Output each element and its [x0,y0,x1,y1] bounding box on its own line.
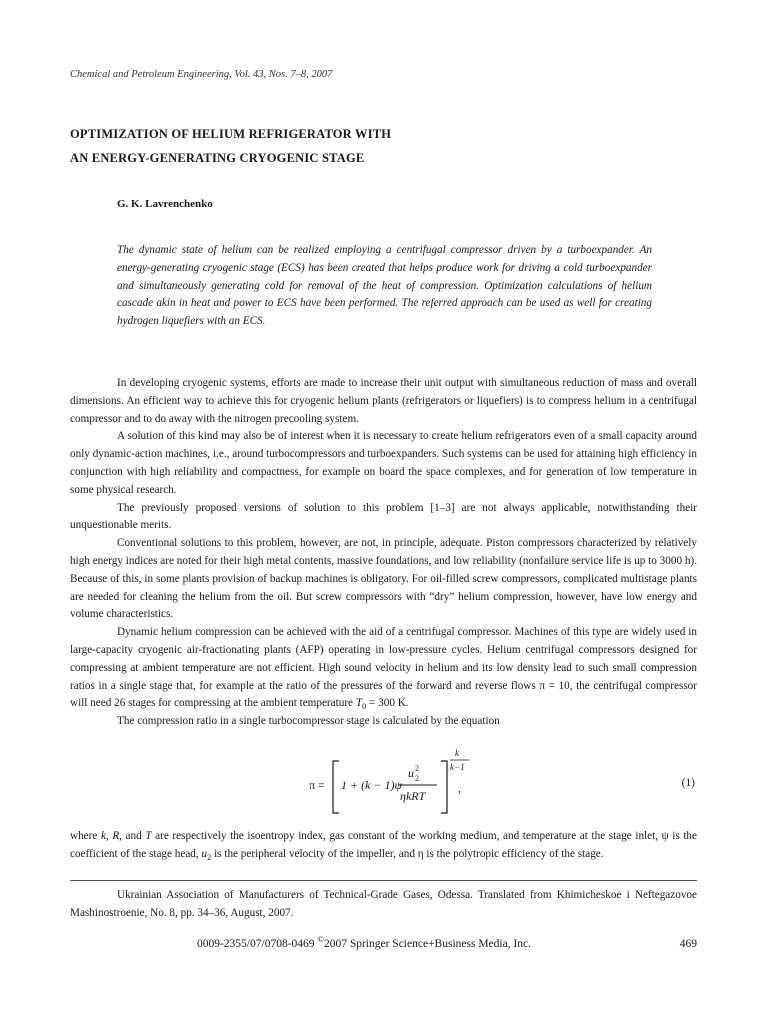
paragraph-6: The compression ratio in a single turbocompressor stage is calculated by the equation [117,715,500,728]
paper-title [70,122,391,170]
footnote-divider [70,880,697,881]
journal-citation: Chemical and Petroleum Engineering, Vol. 43, Nos. 7–8, 2007 [70,69,333,80]
copyright-line: 0009-2355/07/0708-0469 ©2007 Springer Science+Business Media, Inc. [196,934,532,950]
numerator-sup: 2 [415,764,419,773]
title-line-1: OPTIMIZATION OF HELIUM REFRIGERATOR WITH [70,127,392,141]
page-number: 469 [679,938,697,950]
paragraph-2: A solution of this kind may also be of interest when it is necessary to create helium refrigerators even of a small capacity around only dynamic-action machines, i.e., around turbocompressors and turboexpanders. Such systems can be used for attaining high efficiency in conjunction with high reliability and compactness, for example on board the space complexes, and for generation of low temperature in some physical research. [70,430,697,496]
variable-definitions: where k, R, and T are respectively the isoentropy index, gas constant of the working medium, and temperature at the stage inlet, ψ is the coefficient of the stage head, $u_2$ is the peripheral velocity of the impeller, and η is the polytropic efficiency of the stage. [70,830,697,863]
numerator-u: u [408,766,414,780]
equation-lhs: π = [309,778,325,792]
denominator: ηkRT [400,789,426,803]
exponent-numerator: k [455,748,459,758]
copyright-symbol: © [317,934,324,945]
exponent-denominator: k−1 [450,762,465,772]
author-name: G. K. Lavrenchenko [117,198,213,210]
title-line-2: AN ENERGY-GENERATING CRYOGENIC STAGE [70,151,365,165]
numerator-sub: 2 [415,774,419,783]
open-bracket [333,761,339,813]
paragraph-1: In developing cryogenic systems, efforts are made to increase their unit output with simultaneous reduction of mass and overall dimensions. An efficient way to achieve this for cryogenic helium plants (refrigerators or liquefiers) is to compress helium in a centrifugal compressor and to do away with the nitrogen precooling system. [70,377,697,425]
equation-1 [70,744,697,828]
paragraph-4: Conventional solutions to this problem, however, are not, in principle, adequate. Piston compressors characterized by relatively high energy indices are noted for their high metal contents, massive foundations, and low reliability (nonfailure service life is up to 3000 h). Because of this, in some plants provision of backup machines is obligatory. For oil-filled screw compressors, complicated multistage plants are needed for cleaning the helium from the oil. But screw compressors with “dry” helium compression, however, have low energy and volume characteristics. [70,537,697,621]
body-text [70,375,697,731]
equation-number: (1) [681,777,695,789]
close-bracket [441,761,447,813]
equation-one-plus: 1 + (k − 1)ψ [341,778,402,792]
paragraph-5: Dynamic helium compression can be achieved with the aid of a centrifugal compressor. Machines of this type are widely used in large-capacity cryogenic air-fractionating plants (AFP) operating in low-pressure cycles. Helium centrifugal compressors designed for compressing at ambient temperature are not efficient. High sound velocity in helium and its low density lead to such small compression ratios in a single stage that, for example at the ratio of the pressures of the forward and reverse flows π = 10, the centrifugal compressor will need 26 stages for compressing at the ambient temperature $T_0 = 300$ K. [70,626,697,712]
paragraph-3: The previously proposed versions of solution to this problem [1–3] are not always applicable, notwithstanding their unquestionable merits. [70,501,697,532]
abstract: The dynamic state of helium can be realized employing a centrifugal compressor driven by a turboexpander. An energy-generating cryogenic stage (ECS) has been created that helps produce work for driving a cold turboexpander and simultaneously generating cold for removal of the heat of compression. Optimization calculations of helium cascade akin in heat and power to ECS have been performed. The referred approach can be used as well for creating hydrogen liquefiers with an ECS. [117,244,652,328]
equation-formula [305,744,545,828]
equation-comma: , [458,781,461,795]
affiliation-footnote: Ukrainian Association of Manufacturers of Technical-Grade Gases, Odessa. Translated from Khimicheskoe i Neftegazovoe Mashinostroenie, No. 8, pp. 34–36, August, 2007. [70,889,697,919]
